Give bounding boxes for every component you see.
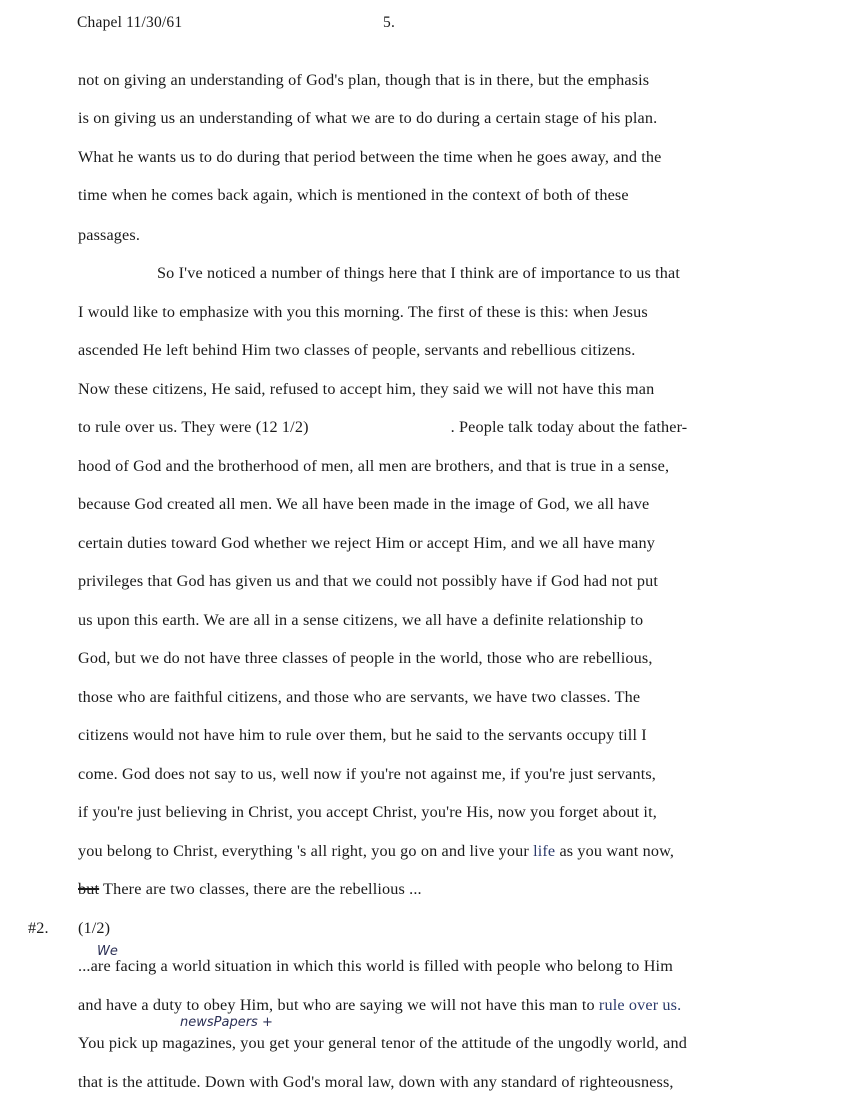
- text-line: [78, 995, 681, 1015]
- text-line: that is the attitude. Down with God's moral law, down with any standard of righteousness,: [78, 1073, 674, 1091]
- text-line: because God created all men. We all have been made in the image of God, we all have: [78, 495, 650, 513]
- text-line: us upon this earth. We are all in a sense citizens, we all have a definite relationship to: [78, 611, 644, 629]
- text-line: What he wants us to do during that period between the time when he goes away, and the: [78, 148, 662, 166]
- struck-text: but: [78, 880, 100, 898]
- text-segment: rule over us.: [598, 996, 682, 1014]
- text-line: I would like to emphasize with you this morning. The first of these is this: when Jesus: [78, 303, 648, 321]
- text-line: certain duties toward God whether we reject Him or accept Him, and we all have many: [78, 534, 655, 552]
- text-segment: to rule over us. They were (12 1/2): [78, 418, 309, 436]
- text-line: privileges that God has given us and that we could not possibly have if God had not put: [78, 572, 658, 590]
- text-line: if you're just believing in Christ, you accept Christ, you're His, now you forget about it,: [78, 803, 657, 821]
- text-line: not on giving an understanding of God's plan, though that is in there, but the emphasis: [78, 71, 650, 89]
- text-line: hood of God and the brotherhood of men, all men are brothers, and that is true in a sense,: [78, 457, 670, 475]
- section-number: #2.: [28, 919, 49, 937]
- text-line: passages.: [78, 226, 141, 244]
- text-line: Now these citizens, He said, refused to accept him, they said we will not have this man: [78, 380, 655, 398]
- text-line: those who are faithful citizens, and those who are servants, we have two classes. The: [78, 688, 641, 706]
- text-line: time when he comes back again, which is mentioned in the context of both of these: [78, 186, 629, 204]
- text-line: [78, 841, 674, 861]
- text-line: [78, 417, 687, 437]
- text-line: God, but we do not have three classes of people in the world, those who are rebellious,: [78, 649, 653, 667]
- text-segment: and have a duty to obey Him, but who are saying we will not have this man to: [78, 996, 599, 1014]
- text-segment: There are two classes, there are the rebellious ...: [99, 880, 422, 898]
- text-line: come. God does not say to us, well now if you're not against me, if you're just servants,: [78, 765, 656, 783]
- text-segment: life: [533, 842, 556, 860]
- text-line: You pick up magazines, you get your general tenor of the attitude of the ungodly world, and: [78, 1034, 688, 1052]
- handwritten-annotation-we: We: [97, 944, 118, 959]
- text-line: [78, 879, 422, 899]
- text-line: is on giving us an understanding of what we are to do during a certain stage of his plan.: [78, 109, 658, 127]
- text-line: ascended He left behind Him two classes of people, servants and rebellious citizens.: [78, 341, 636, 359]
- handwritten-annotation-newspapers: newsPapers +: [180, 1015, 273, 1030]
- header-title: Chapel 11/30/61: [77, 14, 183, 31]
- page-number: 5.: [383, 14, 396, 31]
- text-segment: . People talk today about the father-: [450, 418, 688, 436]
- text-line: ...are facing a world situation in which this world is filled with people who belong to Him: [78, 957, 673, 975]
- text-segment: you belong to Christ, everything 's all right, you go on and live your: [78, 842, 529, 860]
- text-line: citizens would not have him to rule over them, but he said to the servants occupy till I: [78, 726, 647, 744]
- section-marker: (1/2): [78, 919, 111, 937]
- text-segment: as you want now,: [555, 842, 675, 860]
- paragraph-start: So I've noticed a number of things here that I think are of importance to us that: [157, 264, 681, 282]
